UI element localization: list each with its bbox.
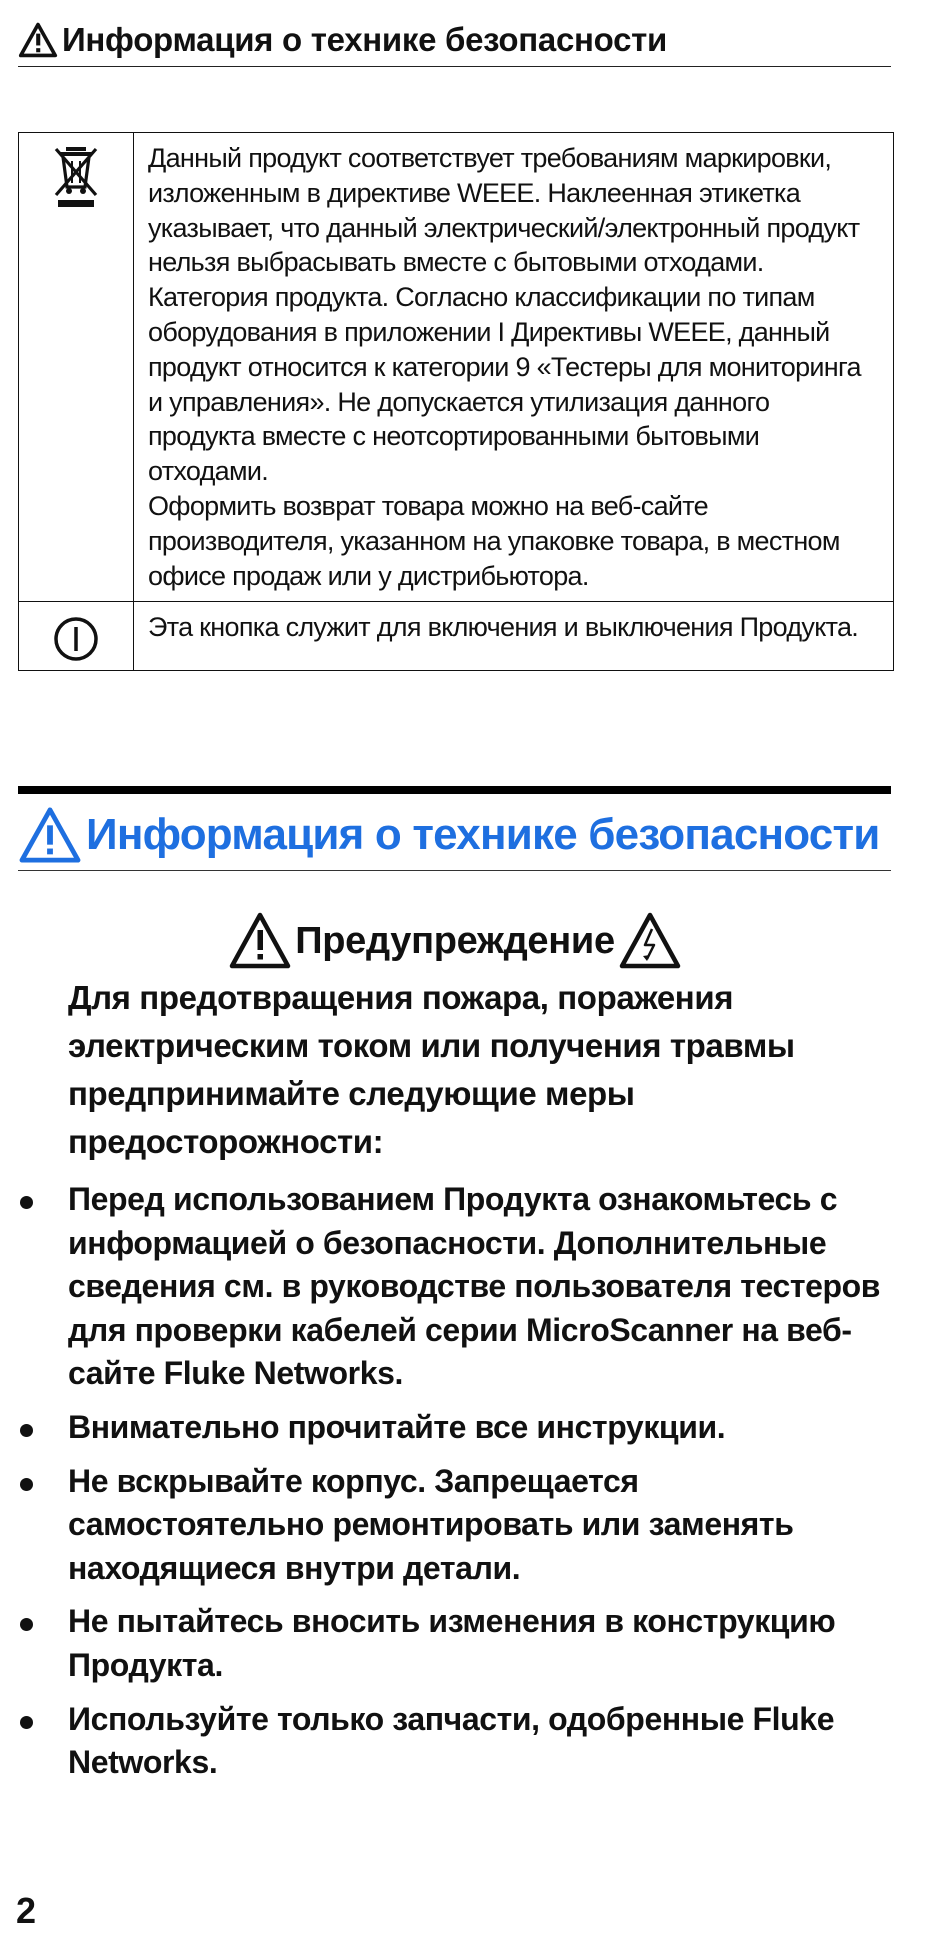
list-item-text: Не вскрывайте корпус. Запрещается самостоятельно ремонтировать или заменять находящиеся внутри детали. [68, 1462, 794, 1586]
symbol-description [134, 602, 894, 671]
list-item-text: Не пытайтесь вносить изменения в конструкцию Продукта. [68, 1603, 836, 1683]
bullet-icon [20, 1716, 33, 1729]
power-button-icon [51, 614, 101, 664]
weee-crossed-bin-icon [52, 143, 100, 209]
list-item [18, 1698, 898, 1785]
bullet-icon [20, 1196, 33, 1209]
page-header [18, 14, 891, 67]
list-item [18, 1460, 898, 1591]
warning-intro: Для предотвращения пожара, поражения электрическим током или получения травмы предпринимайте следующие меры предосторожности: [68, 979, 795, 1160]
table-row [19, 602, 894, 671]
warning-triangle-icon [18, 806, 82, 864]
safety-list [18, 1178, 898, 1795]
warning-triangle-icon [229, 912, 291, 970]
bullet-icon [20, 1478, 33, 1491]
table-row [19, 133, 894, 602]
symbol-description [134, 133, 894, 602]
warning-label: Предупреждение [295, 919, 615, 962]
page-header-title: Информация о технике безопасности [62, 21, 667, 58]
list-item [18, 1178, 898, 1396]
symbols-table [18, 132, 894, 671]
section-header [18, 800, 891, 871]
list-item-text: Внимательно прочитайте все инструкции. [68, 1408, 726, 1445]
power-paragraph: Эта кнопка служит для включения и выключения Продукта. [148, 612, 859, 643]
warning-triangle-icon [18, 21, 58, 59]
list-item-text: Перед использованием Продукта ознакомьтесь с информацией о безопасности. Дополнительные сведения см. в руководстве пользователя тестеров для проверки кабелей серии MicroScanner на веб-сайте Fluke Networks. [68, 1181, 881, 1392]
return-paragraph: Оформить возврат товара можно на веб-сайте производителя, указанном на упаковке товара, в местном офисе продаж или у дистрибьютора. [148, 490, 840, 591]
warning-heading [0, 912, 910, 970]
list-item [18, 1600, 898, 1687]
bullet-icon [20, 1424, 33, 1437]
list-item [18, 1406, 898, 1450]
section-divider [18, 786, 891, 794]
section-title: Информация о технике безопасности [86, 810, 880, 859]
weee-paragraph: Данный продукт соответствует требованиям маркировки, изложенным в директиве WEEE. Наклеенная этикетка указывает, что данный электрический/электронный продукт нельзя выбрасывать вместе с бытовыми отходами. Категория продукта. Согласно классификации по типам оборудования в приложении I Директивы WEEE, данный продукт относится к категории 9 «Тестеры для мониторинга и управления». Не допускается утилизация данного продукта вместе с неотсортированными бытовыми отходами. [148, 143, 861, 487]
high-voltage-triangle-icon [619, 912, 681, 970]
page-number: 2 [16, 1890, 37, 1931]
list-item-text: Используйте только запчасти, одобренные Fluke Networks. [68, 1700, 835, 1781]
bullet-icon [20, 1618, 33, 1631]
symbol-cell [19, 602, 134, 671]
symbol-cell [19, 133, 134, 602]
